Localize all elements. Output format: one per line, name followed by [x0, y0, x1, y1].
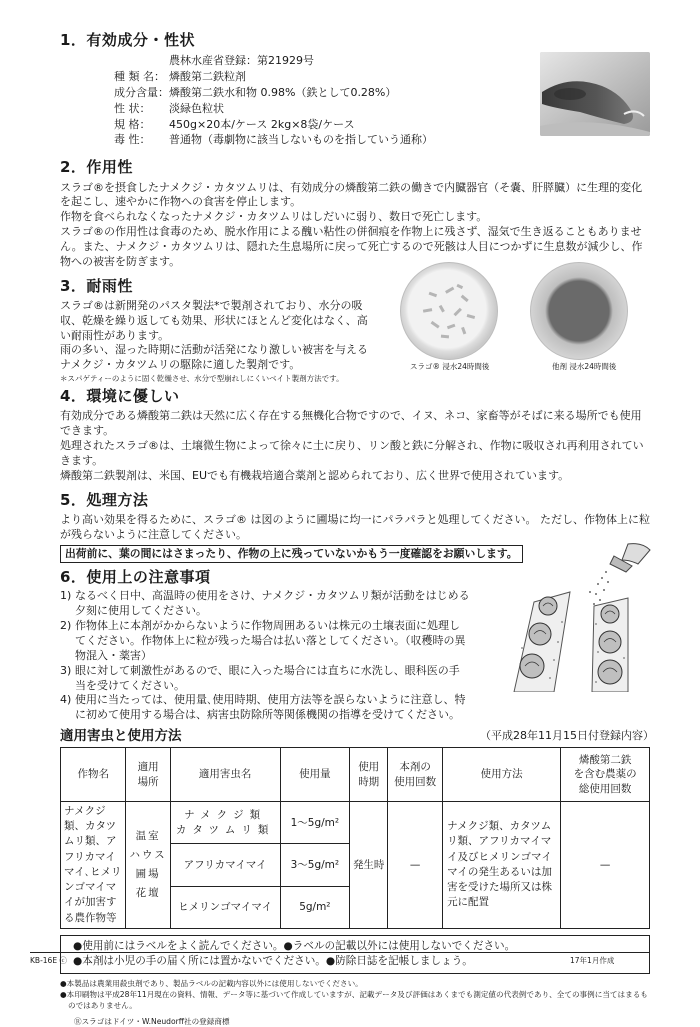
section-4-title: 4．環境に優しい [60, 386, 650, 406]
col-header-amount: 使用量 [280, 748, 350, 802]
slug-photo [540, 52, 650, 136]
section-1-title: 1．有効成分・性状 [60, 30, 650, 50]
col-header-total: 燐酸第二鉄 を含む農薬の 総使用回数 [561, 748, 650, 802]
pest-cell: アフリカマイマイ [170, 844, 280, 886]
other-dish-caption: 他剤 浸水24時間後 [552, 362, 616, 372]
amount-cell: 5g/m² [280, 886, 350, 928]
col-header-pest: 適用害虫名 [170, 748, 280, 802]
place-cell: 温室 ハウス 圃場 花壇 [126, 802, 170, 929]
crop-cell: ナメクジ類、カタツムリ類、アフリカマイマイ､ヒメリンゴマイマイが加害する農作物等 [61, 802, 126, 929]
action-paragraph-2: 作物を食べられなくなったナメクジ・カタツムリはしだいに弱り、数日で死亡します。 [60, 210, 650, 225]
document-code: KB-16E ⓒ [30, 956, 67, 966]
col-header-timing: 使用 時期 [350, 748, 388, 802]
section-3-title: 3．耐雨性 [60, 276, 650, 296]
footnotes [60, 978, 650, 1027]
table-row [61, 802, 650, 844]
other-product-dish-image [530, 262, 628, 360]
registration-date: （平成28年11月15日付登録内容） [480, 729, 654, 744]
application-table [60, 747, 650, 929]
precautions-list [60, 589, 470, 723]
col-header-method: 使用方法 [443, 748, 561, 802]
section-2-title: 2．作用性 [60, 157, 650, 177]
slugo-dish-caption: スラゴ® 浸水24時間後 [410, 362, 489, 372]
treatment-paragraph: より高い効果を得るために、スラゴ® は図のように圃場に均一にパラパラと処理してください。 ただし、作物体上に粒が残らないように注意してください。 [60, 513, 650, 543]
warning-line-2: ●本剤は小児の手の届く所には置かないでください。●防除日誌を記帳しましょう。 [73, 954, 643, 969]
label-warning-box [60, 935, 650, 974]
shipping-check-notice: 出荷前に、葉の間にはさまったり、作物の上に残っていないかもう一度確認をお願いします。 [60, 545, 523, 564]
product-info-table [114, 54, 433, 149]
rain-paragraph-1: スラゴ®は新開発のパスタ製法*で製剤されており、水分の吸収、乾燥を繰り返しても効果、形状にほとんど変化はなく、高い耐雨性があります。 [60, 299, 378, 344]
page [60, 30, 650, 1027]
registration-number: 農林水産省登録：第21929号 [169, 54, 433, 70]
count-cell: — [388, 802, 443, 929]
action-paragraph-3: スラゴ®の作用性は食毒のため、脱水作用による醜い粘性の併徊痕を作物上に残さず、湿気で生き返ることもありません。また、ナメクジ・カタツムリは、隠れた生息場所に戻って死亡するので死骸は人目につかずに生息数が減少し、作物への被害を防ぎます。 [60, 225, 650, 270]
amount-cell: 3～5g/m² [280, 844, 350, 886]
col-header-crop: 作物名 [61, 748, 126, 802]
info-row: 種 類 名： 燐酸第二鉄粒剤 [114, 70, 433, 86]
pest-cell: ナメクジ類 カタツムリ類 [170, 802, 280, 844]
info-row [114, 54, 433, 70]
eco-paragraph-3: 燐酸第二鉄製剤は、米国、EUでも有機栽培適合薬剤と認められており、広く世界で使用されています。 [60, 469, 650, 484]
info-row: 性 状： 淡緑色粒状 [114, 102, 433, 118]
pest-cell: ヒメリンゴマイマイ [170, 886, 280, 928]
warning-line-1: ●使用前にはラベルをよく読んでください。●ラベルの記載以外には使用しないでください。 [73, 939, 643, 954]
col-header-count: 本剤の 使用回数 [388, 748, 443, 802]
precaution-item: 2) 作物体上に本剤がかからないように作物周囲あるいは株元の土壌表面に処理してください。作物体上に粒が残った場合は払い落としてください。（収穫時の異物混入・薬害） [60, 619, 470, 664]
footer-divider [30, 952, 650, 953]
action-paragraph-1: スラゴ®を摂食したナメクジ・カタツムリは、有効成分の燐酸第二鉄の働きで内臓器官（そ嚢、肝膵臓）に生理的変化を起こし、速やかに作物への食害を停止します。 [60, 181, 650, 211]
precaution-item: 4) 使用に当たっては、使用量､使用時期、使用方法等を誤らないように注意し、特に初めて使用する場合は、病害虫防除所等関係機関の指導を受けてください。 [60, 693, 470, 723]
creation-date: 17年1月作成 [570, 956, 614, 966]
amount-cell: 1～5g/m² [280, 802, 350, 844]
precaution-item: 1) なるべく日中、高温時の使用をさけ、ナメクジ・カタツムリ類が活動をはじめる夕刻に使用してください。 [60, 589, 470, 619]
method-cell: ナメクジ類、カタツムリ類、アフリカマイマイ及びヒメリンゴマイマイの発生あるいは加害を受けた場所又は株元に配置 [443, 802, 561, 929]
rain-paragraph-2: 雨の多い、湿った時期に活動が活発になり激しい被害を与えるナメクジ・カタツムリの駆除に適した製剤です。 [60, 343, 378, 373]
table-header [61, 748, 650, 802]
eco-paragraph-2: 処理されたスラゴ®は、土壌微生物によって徐々に土に戻り、リン酸と鉄に分解され、作物に吸収され再利用されていきます。 [60, 439, 650, 469]
pasta-method-note: ＊スパゲティーのように固く乾燥させ、水分で型崩れしにくいベイト製剤方法です。 [60, 374, 650, 384]
table-header-row [60, 727, 650, 745]
timing-cell: 発生時 [350, 802, 388, 929]
section-6-title: 6．使用上の注意事項 [60, 567, 650, 587]
dish-comparison [400, 262, 650, 374]
info-row: 規 格： 450g×20本/ケース 2kg×8袋/ケース [114, 118, 433, 134]
info-row: 毒 性： 普通物（毒劇物に該当しないものを指していう通称） [114, 133, 433, 149]
table-title: 適用害虫と使用方法 [60, 728, 182, 744]
precaution-item: 3) 眼に対して刺激性があるので、眼に入った場合には直ちに水洗し、眼科医の手当を受けてください。 [60, 664, 470, 694]
col-header-place: 適用 場所 [126, 748, 170, 802]
footnote-data: ●本印刷物は平成28年11月現在の資料、情報、データ等に基づいて作成していますが、記載データ及び評価はあくまでも測定値の代表例であり、全ての事例に当てはまるものではありません。 [60, 989, 650, 1012]
slugo-dish-image [400, 262, 498, 360]
eco-paragraph-1: 有効成分である燐酸第二鉄は天然に広く存在する無機化合物ですので、イヌ、ネコ、家畜等がそばに来る場所でも使用できます。 [60, 409, 650, 439]
section-5-title: 5．処理方法 [60, 490, 650, 510]
field-application-illustration [510, 542, 655, 692]
info-row: 成分含量： 燐酸第二鉄水和物 0.98%（鉄として0.28%） [114, 86, 433, 102]
total-count-cell: — [561, 802, 650, 929]
trademark-note: Ⓡスラゴはドイツ・W.Neudorff社の登録商標 [60, 1016, 650, 1027]
footnote-usage: ●本製品は農業用殺虫剤であり、製品ラベルの記載内容以外には使用しないでください。 [60, 978, 650, 989]
